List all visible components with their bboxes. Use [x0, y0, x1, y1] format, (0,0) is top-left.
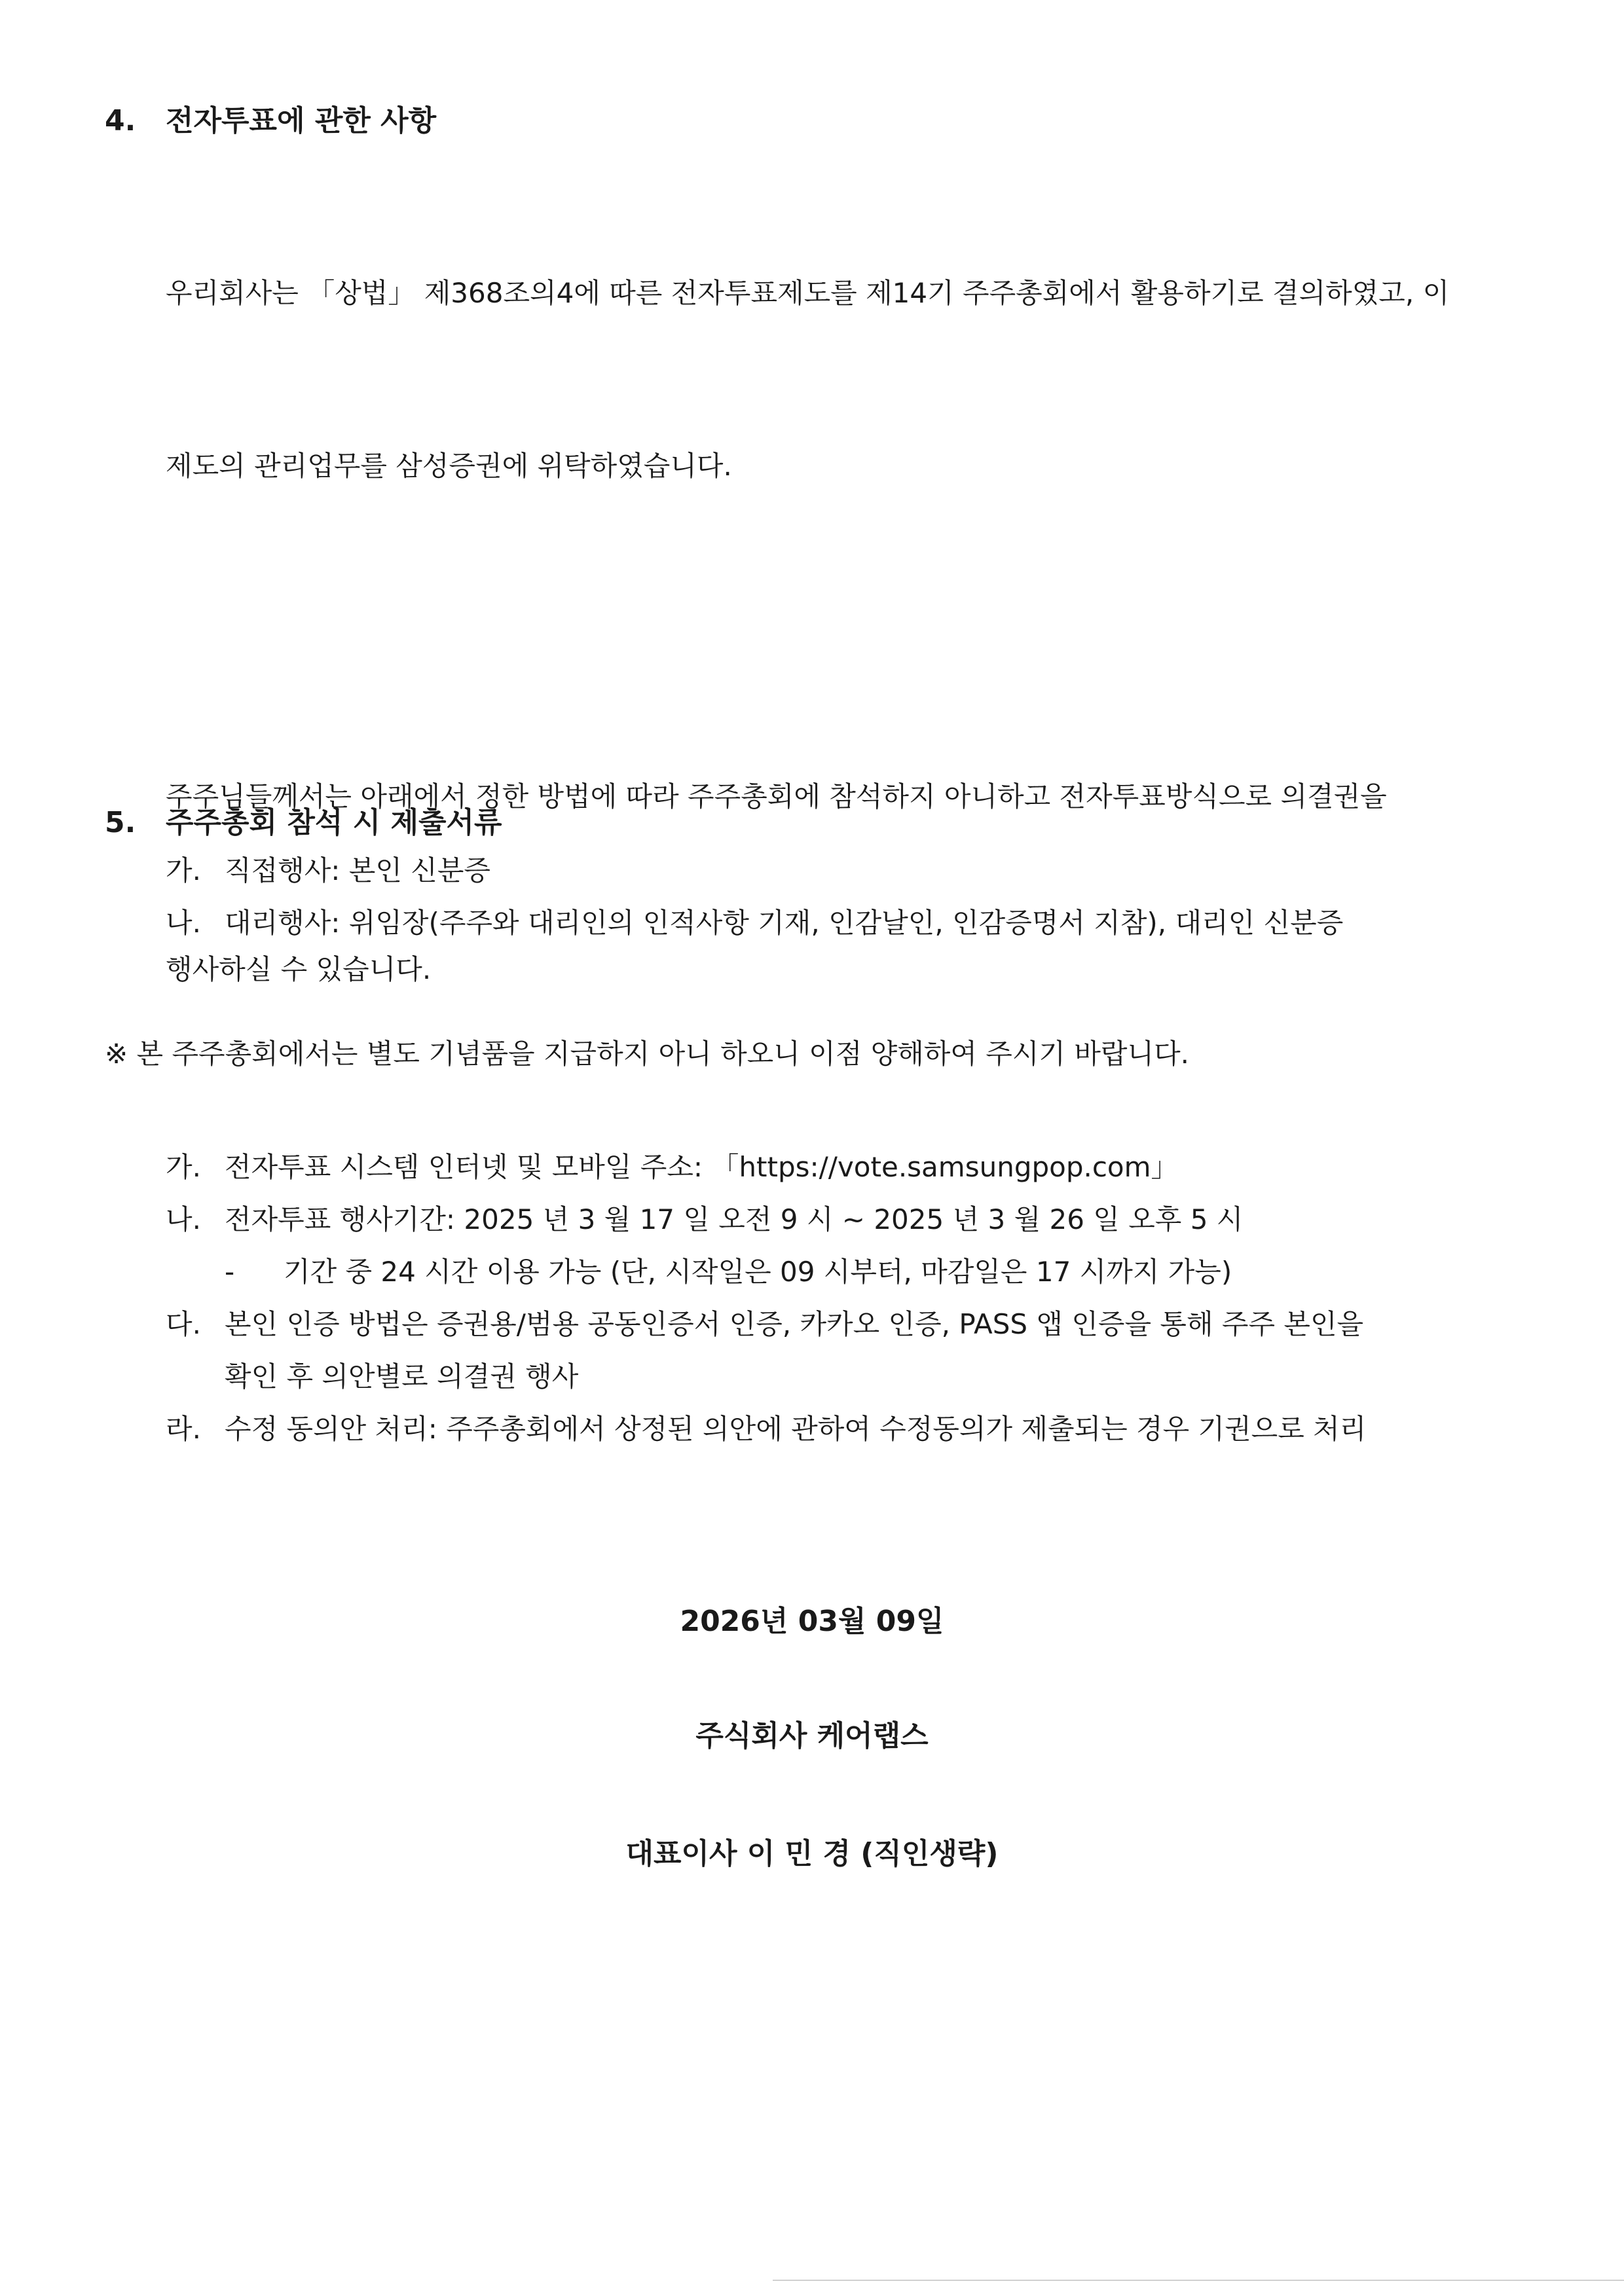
section-heading	[105, 97, 1545, 143]
paragraph-line: 우리회사는 「상법」 제368조의4에 따른 전자투표제도를 제14기 주주총회에서 활용하기로 결의하였고, 이	[166, 277, 1450, 309]
paragraph-line: 주주님들께서는 아래에서 정한 방법에 따라 주주총회에 참석하지 아니하고 전자투표방식으로 의결권을	[166, 780, 1387, 812]
list-marker: 가.	[166, 1151, 201, 1183]
list-marker: 나.	[166, 907, 201, 939]
list-text: 기간 중 24 시간 이용 가능 (단, 시작일은 09 시부터, 마감일은 17 시까지 가능)	[284, 1256, 1232, 1288]
list-text: 수정 동의안 처리: 주주총회에서 상정된 의안에 관하여 수정동의가 제출되는 경우 기권으로 처리	[225, 1413, 1367, 1445]
list-subitem	[225, 1246, 1545, 1298]
company-name: 주식회사 케어랩스	[695, 1719, 929, 1753]
document-date: 2026년 03월 09일	[680, 1605, 944, 1638]
list-item	[166, 897, 1545, 949]
notice-text: ※ 본 주주총회에서는 별도 기념품을 지급하지 아니 하오니 이점 양해하여 주시기 바랍니다.	[105, 1038, 1189, 1070]
paragraph-intro	[166, 143, 1545, 617]
section-number: 4.	[105, 104, 136, 137]
list-text: 직접행사: 본인 신분증	[225, 854, 491, 886]
section-title: 전자투표에 관한 사항	[166, 104, 437, 137]
section-number: 5.	[105, 806, 136, 839]
paragraph-line: 제도의 관리업무를 삼성증권에 위탁하였습니다.	[166, 450, 732, 482]
list-continuation: 확인 후 의안별로 의결권 행사	[225, 1360, 579, 1393]
section-electronic-voting	[105, 97, 1545, 1455]
list-marker: 다.	[166, 1308, 201, 1340]
list-marker: 가.	[166, 854, 201, 886]
paragraph-line: 행사하실 수 있습니다.	[166, 953, 432, 985]
list-text: 전자투표 시스템 인터넷 및 모바일 주소: 「https://vote.samsungpop.com」	[225, 1151, 1179, 1183]
representative-signature: 대표이사 이 민 경 (직인생략)	[625, 1837, 999, 1870]
section-heading	[105, 799, 1545, 845]
list-text: 본인 인증 방법은 증권용/범용 공동인증서 인증, 카카오 인증, PASS 앱 인증을 통해 주주 본인을	[225, 1308, 1364, 1340]
list-item	[166, 1403, 1545, 1455]
list-marker: 나.	[166, 1203, 201, 1235]
list-item	[166, 845, 1545, 897]
section-title: 주주총회 참석 시 제출서류	[166, 806, 502, 839]
list-item	[166, 1194, 1545, 1246]
list-marker: 라.	[166, 1413, 201, 1445]
section-required-documents	[105, 799, 1545, 949]
page-edge-rule	[773, 2280, 1624, 2281]
list-marker: -	[225, 1256, 235, 1288]
list-item	[166, 1298, 1545, 1351]
list-text: 대리행사: 위임장(주주와 대리인의 인적사항 기재, 인감날인, 인감증명서 지참), 대리인 신분증	[225, 907, 1344, 939]
list-item	[166, 1141, 1545, 1194]
list-text: 전자투표 행사기간: 2025 년 3 월 17 일 오전 9 시 ~ 2025 년 3 월 26 일 오후 5 시	[225, 1203, 1244, 1235]
